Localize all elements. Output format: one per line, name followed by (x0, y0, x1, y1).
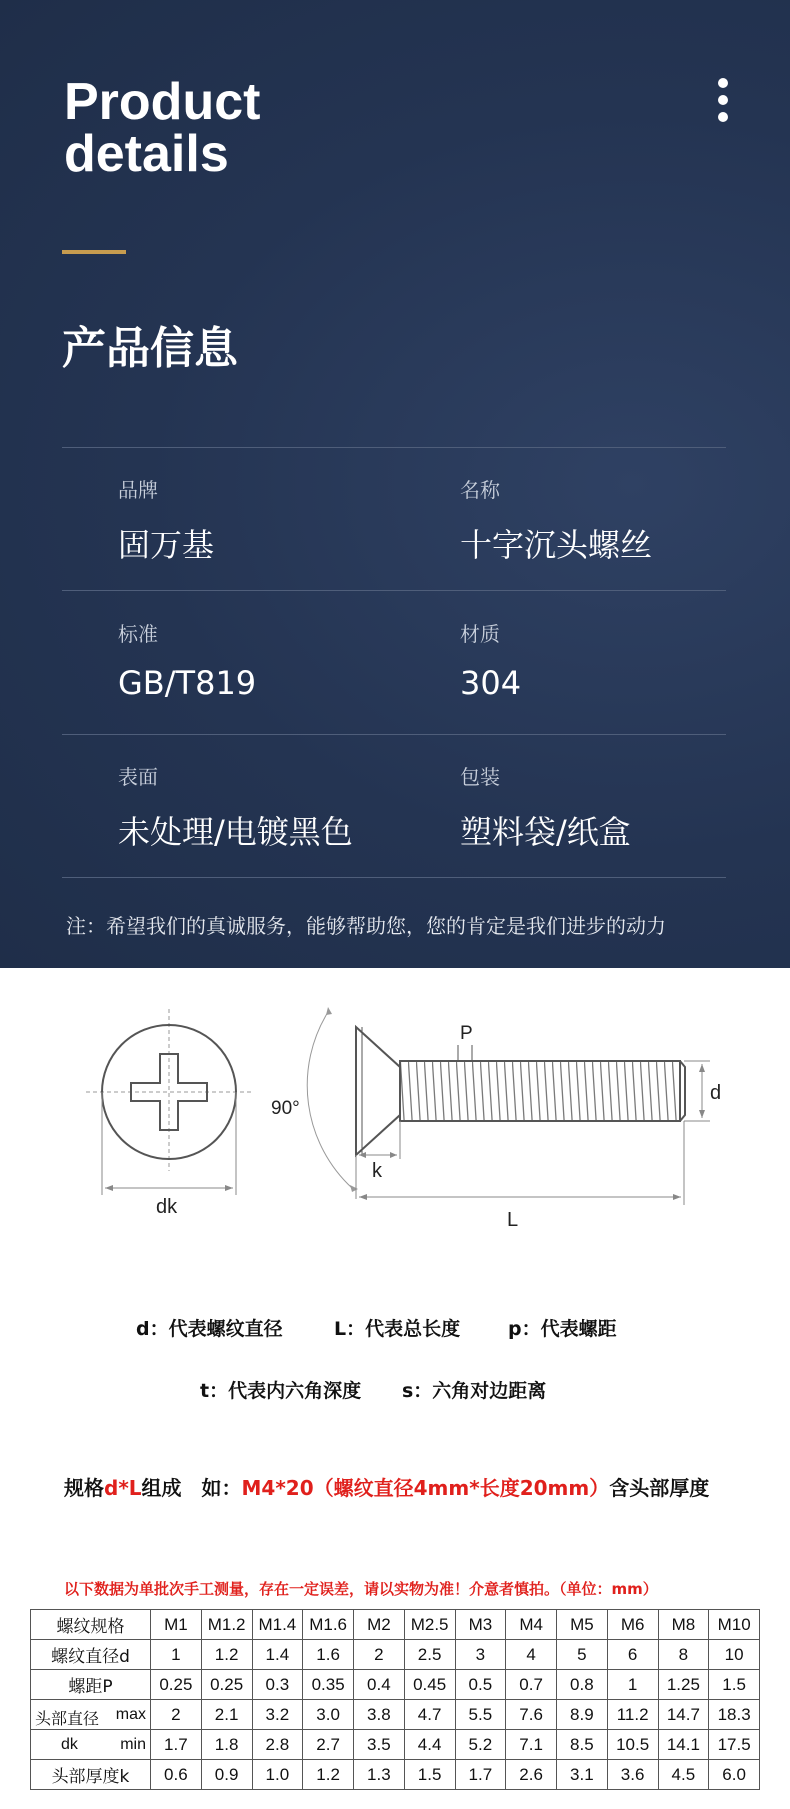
table-cell: 5.2 (455, 1730, 506, 1760)
table-cell: M4 (506, 1610, 557, 1640)
table-cell: M1.2 (201, 1610, 252, 1640)
more-vertical-icon[interactable] (714, 76, 732, 126)
table-cell: 1.5 (709, 1670, 760, 1700)
dk-label: dk (156, 1196, 178, 1218)
table-cell: M1 (151, 1610, 202, 1640)
pitch-label: P (460, 1023, 473, 1044)
divider (62, 590, 726, 591)
table-cell: 4.5 (658, 1760, 709, 1790)
table-cell: 2.8 (252, 1730, 303, 1760)
table-cell: M10 (709, 1610, 760, 1640)
table-cell: 14.1 (658, 1730, 709, 1760)
diameter-label: d (710, 1082, 722, 1104)
page-title (64, 73, 464, 183)
packaging-value: 塑料袋/纸盒 (460, 813, 631, 851)
table-cell: 1.2 (201, 1640, 252, 1670)
table-cell (31, 1730, 151, 1760)
table-cell: 3 (455, 1640, 506, 1670)
spec-part-1: 规格 (64, 1476, 104, 1500)
table-cell: 10 (709, 1640, 760, 1670)
table-cell: M3 (455, 1610, 506, 1640)
head-top-view (86, 1009, 252, 1218)
table-cell: M5 (557, 1610, 608, 1640)
table-cell: 螺纹规格 (31, 1610, 151, 1640)
table-cell: 6 (607, 1640, 658, 1670)
angle-label: 90° (271, 1098, 300, 1119)
table-cell: 8 (658, 1640, 709, 1670)
table-cell: 7.1 (506, 1730, 557, 1760)
table-cell: 0.3 (252, 1670, 303, 1700)
table-cell: 2 (354, 1640, 405, 1670)
table-cell: 0.9 (201, 1760, 252, 1790)
table-cell: 1.0 (252, 1760, 303, 1790)
title-line-1: Product (64, 73, 261, 131)
table-cell: 1.8 (201, 1730, 252, 1760)
table-cell: M8 (658, 1610, 709, 1640)
table-cell: 0.6 (151, 1760, 202, 1790)
screw-side-view (271, 1007, 721, 1231)
table-cell: 1.7 (151, 1730, 202, 1760)
table-row (31, 1730, 760, 1760)
table-cell: 1.25 (658, 1670, 709, 1700)
table-row (31, 1760, 760, 1790)
table-cell: 0.7 (506, 1670, 557, 1700)
table-cell (31, 1700, 151, 1730)
head-height-label: k (372, 1160, 382, 1182)
row-label: dk (61, 1736, 78, 1753)
table-cell: 1.3 (354, 1760, 405, 1790)
table-cell: 11.2 (607, 1700, 658, 1730)
table-cell: 5 (557, 1640, 608, 1670)
measurement-disclaimer: 以下数据为单批次手工测量，存在一定误差，请以实物为准！介意者慎拍。（单位：mm） (64, 1580, 658, 1598)
standard-label: 标准 (118, 622, 158, 646)
table-cell: 3.1 (557, 1760, 608, 1790)
table-row (31, 1670, 760, 1700)
table-cell: 头部厚度k (31, 1760, 151, 1790)
table-cell: 8.9 (557, 1700, 608, 1730)
table-cell: 螺距P (31, 1670, 151, 1700)
table-cell: 0.25 (151, 1670, 202, 1700)
table-cell: 7.6 (506, 1700, 557, 1730)
table-cell: 1 (607, 1670, 658, 1700)
table-cell: 0.8 (557, 1670, 608, 1700)
material-label: 材质 (460, 622, 500, 646)
title-line-2: details (64, 125, 229, 183)
table-row (31, 1700, 760, 1730)
table-cell: M2.5 (404, 1610, 455, 1640)
table-cell: 0.45 (404, 1670, 455, 1700)
table-cell: 1.7 (455, 1760, 506, 1790)
table-cell: 3.6 (607, 1760, 658, 1790)
standard-value: GB/T819 (118, 664, 257, 702)
table-cell: 17.5 (709, 1730, 760, 1760)
spec-part-4: M4*20（螺纹直径4mm*长度20mm） (241, 1476, 610, 1500)
spec-part-2: d*L (104, 1476, 142, 1500)
table-cell: 2 (151, 1700, 202, 1730)
table-cell: 螺纹直径d (31, 1640, 151, 1670)
divider (62, 877, 726, 878)
accent-divider (62, 250, 126, 254)
table-cell: M1.4 (252, 1610, 303, 1640)
length-label: L (507, 1209, 519, 1231)
legend-t: t：代表内六角深度 (200, 1380, 362, 1402)
table-cell: 1.2 (303, 1760, 354, 1790)
divider (62, 447, 726, 448)
table-cell: 14.7 (658, 1700, 709, 1730)
table-cell: 2.1 (201, 1700, 252, 1730)
row-sublabel: min (120, 1736, 146, 1753)
table-cell: 1.6 (303, 1640, 354, 1670)
table-cell: 8.5 (557, 1730, 608, 1760)
table-cell: 2.6 (506, 1760, 557, 1790)
spec-table (30, 1609, 760, 1790)
table-cell: 0.5 (455, 1670, 506, 1700)
packaging-label: 包装 (460, 765, 500, 789)
legend-s: s：六角对边距离 (402, 1380, 547, 1402)
table-cell: 10.5 (607, 1730, 658, 1760)
table-cell: 3.2 (252, 1700, 303, 1730)
table-cell: 18.3 (709, 1700, 760, 1730)
spec-example (64, 1472, 709, 1501)
name-label: 名称 (460, 478, 500, 502)
legend-l: L：代表总长度 (334, 1318, 461, 1340)
table-cell: M6 (607, 1610, 658, 1640)
table-cell: 6.0 (709, 1760, 760, 1790)
table-cell: 0.35 (303, 1670, 354, 1700)
table-cell: 3.5 (354, 1730, 405, 1760)
table-cell: 0.25 (201, 1670, 252, 1700)
brand-value: 固万基 (118, 526, 215, 564)
table-cell: 5.5 (455, 1700, 506, 1730)
table-cell: 3.0 (303, 1700, 354, 1730)
table-cell: 4.7 (404, 1700, 455, 1730)
table-cell: 1.4 (252, 1640, 303, 1670)
row-label: 头部直径 (35, 1711, 100, 1728)
table-cell: M2 (354, 1610, 405, 1640)
table-cell: 4.4 (404, 1730, 455, 1760)
material-value: 304 (460, 664, 522, 702)
table-cell: M1.6 (303, 1610, 354, 1640)
table-cell: 0.4 (354, 1670, 405, 1700)
table-cell: 1 (151, 1640, 202, 1670)
spec-part-3: 组成 如： (141, 1476, 242, 1500)
row-sublabel: max (115, 1706, 146, 1723)
table-cell: 2.7 (303, 1730, 354, 1760)
section-title: 产品信息 (62, 323, 238, 374)
legend-p: p：代表螺距 (508, 1318, 617, 1340)
name-value: 十字沉头螺丝 (460, 526, 653, 564)
table-row (31, 1610, 760, 1640)
table-cell: 2.5 (404, 1640, 455, 1670)
brand-label: 品牌 (118, 478, 158, 502)
surface-label: 表面 (118, 765, 158, 789)
spec-part-5: 含头部厚度 (609, 1476, 710, 1500)
table-cell: 1.5 (404, 1760, 455, 1790)
service-note: 注：希望我们的真诚服务，能够帮助您，您的肯定是我们进步的动力 (66, 914, 666, 938)
table-cell: 4 (506, 1640, 557, 1670)
table-row (31, 1640, 760, 1670)
table-cell: 3.8 (354, 1700, 405, 1730)
screw-diagram (0, 975, 790, 1255)
legend-d: d：代表螺纹直径 (136, 1318, 283, 1340)
surface-value: 未处理/电镀黑色 (118, 813, 353, 851)
divider (62, 734, 726, 735)
